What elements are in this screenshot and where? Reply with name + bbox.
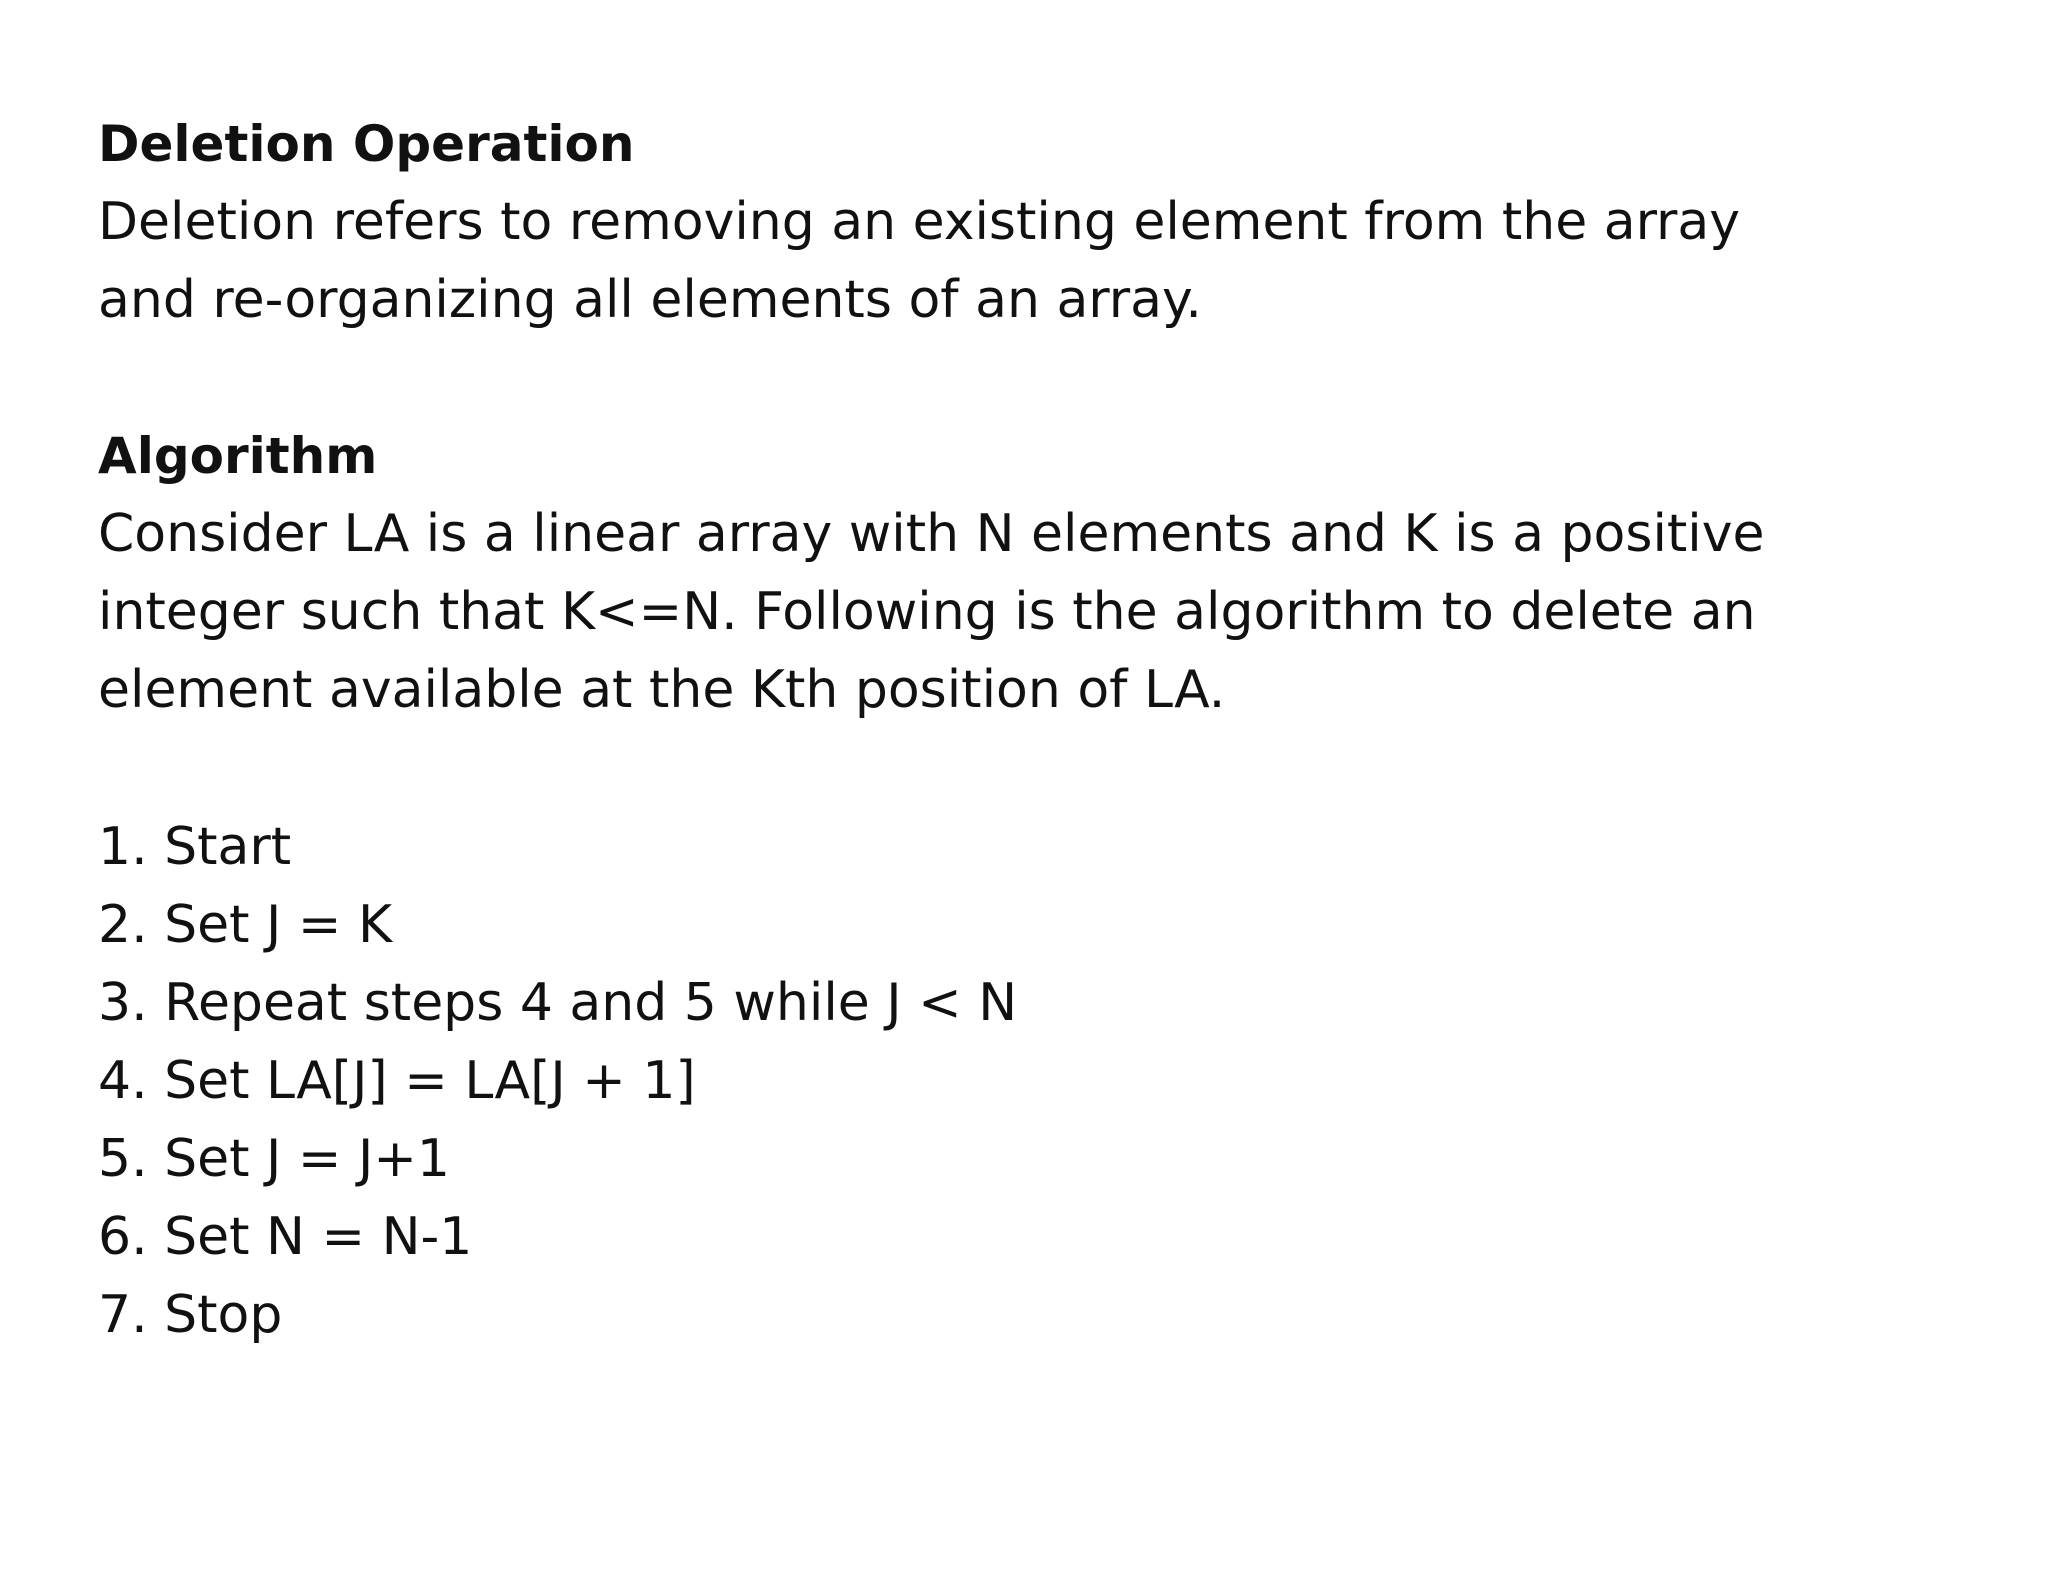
algorithm-step: 6. Set N = N-1 [98, 1207, 473, 1267]
algorithm-step: 4. Set LA[J] = LA[J + 1] [98, 1051, 696, 1111]
algorithm-description [98, 495, 1978, 729]
algorithm-heading: Algorithm [98, 427, 378, 485]
algorithm-description-line: element available at the Kth position of LA. [98, 660, 1226, 720]
deletion-description-line: Deletion refers to removing an existing element from the array [98, 192, 1741, 252]
deletion-description-line: and re-organizing all elements of an array. [98, 270, 1202, 330]
algorithm-step: 5. Set J = J+1 [98, 1129, 451, 1189]
deletion-description [98, 183, 1978, 339]
algorithm-steps-list [98, 808, 1978, 1354]
algorithm-step: 1. Start [98, 817, 292, 877]
algorithm-step: 2. Set J = K [98, 895, 393, 955]
algorithm-step: 3. Repeat steps 4 and 5 while J < N [98, 973, 1018, 1033]
algorithm-description-line: integer such that K<=N. Following is the algorithm to delete an [98, 582, 1756, 642]
algorithm-description-line: Consider LA is a linear array with N elements and K is a positive [98, 504, 1765, 564]
algorithm-step: 7. Stop [98, 1285, 283, 1345]
deletion-operation-heading: Deletion Operation [98, 115, 635, 173]
